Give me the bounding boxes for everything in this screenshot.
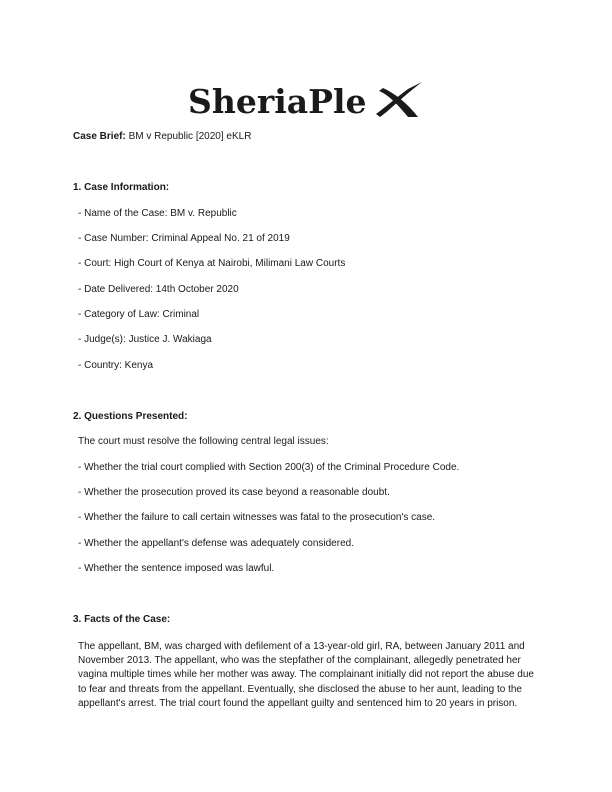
facts-paragraph <box>73 640 543 711</box>
case-info-item: - Date Delivered: 14th October 2020 <box>78 284 239 295</box>
question-item: - Whether the sentence imposed was lawful. <box>78 563 275 574</box>
section-heading-facts: 3. Facts of the Case: <box>73 614 171 625</box>
case-brief-citation: BM v Republic [2020] eKLR <box>128 131 252 142</box>
logo-wordmark: SheriaPle <box>188 82 367 121</box>
logo-x-mark <box>376 82 422 117</box>
case-info-item: - Judge(s): Justice J. Wakiaga <box>78 334 212 345</box>
case-info-item: - Case Number: Criminal Appeal No. 21 of 2019 <box>78 233 290 244</box>
section-heading-questions-presented: 2. Questions Presented: <box>73 411 188 422</box>
case-info-item: - Name of the Case: BM v. Republic <box>78 208 237 219</box>
case-brief-line <box>73 131 251 143</box>
facts-line: to fear and threats from the appellant. Eventually, she disclosed the abuse to her aunt, leading to the <box>78 683 522 695</box>
question-item: - Whether the failure to call certain witnesses was fatal to the prosecution's case. <box>78 512 436 523</box>
sheriaplex-logo <box>0 74 612 126</box>
question-item: - Whether the trial court complied with Section 200(3) of the Criminal Procedure Code. <box>78 462 460 473</box>
case-info-item: - Category of Law: Criminal <box>78 309 200 320</box>
logo-graphic <box>186 74 426 126</box>
question-item: - Whether the appellant's defense was adequately considered. <box>78 538 354 549</box>
questions-intro: The court must resolve the following central legal issues: <box>78 436 329 447</box>
section-heading-case-information: 1. Case Information: <box>73 182 170 193</box>
facts-line: appellant's arrest. The trial court found the appellant guilty and sentenced him to 20 years in prison. <box>78 697 518 709</box>
case-brief-label: Case Brief: <box>73 131 126 142</box>
facts-line: November 2013. The appellant, who was the stepfather of the complainant, allegedly penetrated her <box>78 655 521 667</box>
case-info-item: - Court: High Court of Kenya at Nairobi, Milimani Law Courts <box>78 258 346 269</box>
question-item: - Whether the prosecution proved its case beyond a reasonable doubt. <box>78 487 390 498</box>
facts-line: The appellant, BM, was charged with defilement of a 13-year-old girl, RA, between January 2011 and <box>78 641 525 652</box>
facts-line: vagina multiple times while her mother was away. The complainant initially did not report the abuse due <box>78 669 534 681</box>
case-info-item: - Country: Kenya <box>78 360 154 371</box>
